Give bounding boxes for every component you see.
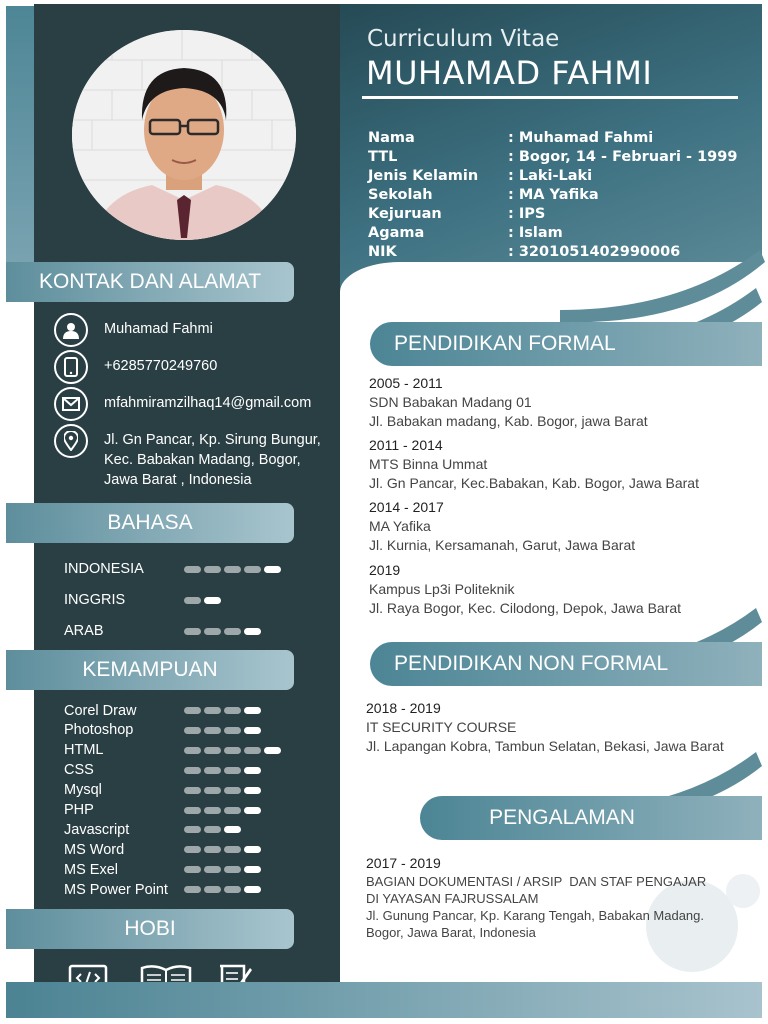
education-entry	[369, 436, 759, 493]
skill-label: MS Power Point	[64, 881, 168, 898]
info-key: NIK	[368, 244, 397, 260]
info-key: Kejuruan	[368, 206, 442, 222]
level-dot	[224, 807, 241, 814]
skill-label: HTML	[64, 742, 104, 759]
entry-years: 2017 - 2019	[366, 855, 441, 871]
level-dot	[244, 566, 261, 573]
language-level-bar	[184, 597, 221, 604]
entry-years: 2019	[369, 562, 401, 578]
entry-school: MTS Binna Ummat	[369, 456, 488, 472]
contact-text: +6285770249760	[104, 358, 218, 374]
user-icon	[54, 313, 88, 347]
skill-level-bar	[184, 707, 261, 714]
skill-label: MS Word	[64, 841, 125, 858]
skill-row	[64, 880, 304, 899]
header-divider	[362, 96, 738, 99]
level-dot	[184, 826, 201, 833]
level-dot	[244, 628, 261, 635]
skill-label: Photoshop	[64, 722, 134, 739]
level-dot	[224, 826, 241, 833]
level-dot	[224, 566, 241, 573]
skill-row	[64, 761, 304, 780]
level-dot	[184, 628, 201, 635]
skill-label: CSS	[64, 762, 94, 779]
level-dot	[184, 866, 201, 873]
contact-text: Jl. Gn Pancar, Kp. Sirung Bungur, Kec. Babakan Madang, Bogor, Jawa Barat , Indonesia	[104, 432, 321, 488]
level-dot	[244, 866, 261, 873]
info-value: : 3201051402990006	[508, 244, 681, 260]
info-key: Nama	[368, 130, 415, 146]
contact-phone	[54, 350, 344, 384]
info-key: Sekolah	[368, 187, 433, 203]
level-dot	[184, 747, 201, 754]
skill-level-bar	[184, 846, 261, 853]
skill-label: Corel Draw	[64, 702, 137, 719]
skill-level-bar	[184, 787, 261, 794]
level-dot	[204, 566, 221, 573]
skill-row	[64, 840, 304, 859]
left-accent-strip	[6, 6, 36, 296]
entry-years: 2018 - 2019	[366, 700, 441, 716]
contact-address	[54, 424, 344, 490]
info-key: TTL	[368, 149, 398, 165]
contact-heading: KONTAK DAN ALAMAT	[6, 262, 294, 302]
level-dot	[204, 767, 221, 774]
education-entry	[369, 498, 759, 555]
info-row	[368, 225, 758, 244]
level-dot	[244, 727, 261, 734]
level-dot	[204, 886, 221, 893]
entry-school: MA Yafika	[369, 518, 431, 534]
info-value: : Islam	[508, 225, 563, 241]
skill-level-bar	[184, 886, 261, 893]
personal-info	[368, 130, 758, 263]
level-dot	[204, 727, 221, 734]
info-value: : Laki-Laki	[508, 168, 593, 184]
level-dot	[184, 846, 201, 853]
skill-level-bar	[184, 747, 281, 754]
level-dot	[244, 707, 261, 714]
level-dot	[224, 747, 241, 754]
person-name: MUHAMAD FAHMI	[366, 54, 653, 92]
skill-label: Mysql	[64, 782, 102, 799]
contact-text: mfahmiramzilhaq14@gmail.com	[104, 395, 312, 411]
skill-row	[64, 820, 304, 839]
level-dot	[244, 767, 261, 774]
language-label: INGGRIS	[64, 592, 126, 608]
entry-years: 2005 - 2011	[369, 375, 443, 391]
level-dot	[184, 767, 201, 774]
skills-heading: KEMAMPUAN	[6, 650, 294, 690]
skill-row	[64, 741, 304, 760]
level-dot	[204, 787, 221, 794]
language-row	[64, 621, 304, 641]
level-dot	[224, 707, 241, 714]
skill-row	[64, 701, 304, 720]
level-dot	[224, 767, 241, 774]
nonformal-education-heading	[370, 642, 762, 686]
level-dot	[224, 886, 241, 893]
info-row	[368, 187, 758, 206]
location-pin-icon	[54, 424, 88, 458]
entry-address: Jl. Raya Bogor, Kec. Cilodong, Depok, Jawa Barat	[369, 600, 682, 616]
info-value: : Muhamad Fahmi	[508, 130, 654, 146]
entry-role: BAGIAN DOKUMENTASI / ARSIP DAN STAF PENGAJAR	[366, 874, 707, 889]
info-row	[368, 168, 758, 187]
contact-email	[54, 387, 344, 421]
level-dot	[224, 787, 241, 794]
entry-course: IT SECURITY COURSE	[366, 719, 517, 735]
hobbies-heading: HOBI	[6, 909, 294, 949]
level-dot	[264, 566, 281, 573]
info-key: Jenis Kelamin	[368, 168, 479, 184]
section-title: PENDIDIKAN FORMAL	[394, 332, 616, 355]
level-dot	[204, 747, 221, 754]
entry-address: Bogor, Jawa Barat, Indonesia	[366, 925, 536, 940]
skill-level-bar	[184, 866, 261, 873]
formal-education-heading	[370, 322, 762, 366]
level-dot	[204, 846, 221, 853]
languages-heading: BAHASA	[6, 503, 294, 543]
level-dot	[204, 866, 221, 873]
section-title: PENDIDIKAN NON FORMAL	[394, 652, 669, 675]
language-level-bar	[184, 566, 281, 573]
entry-address: Jl. Gn Pancar, Kec.Babakan, Kab. Bogor, Jawa Barat	[369, 475, 699, 491]
level-dot	[184, 707, 201, 714]
profile-photo	[72, 30, 296, 240]
level-dot	[204, 807, 221, 814]
entry-address: Jl. Babakan madang, Kab. Bogor, jawa Barat	[369, 413, 648, 429]
course-entry	[366, 699, 756, 756]
bottom-accent-bar	[6, 982, 762, 1018]
level-dot	[264, 747, 281, 754]
level-dot	[204, 826, 221, 833]
entry-school: Kampus Lp3i Politeknik	[369, 581, 515, 597]
level-dot	[184, 727, 201, 734]
language-row	[64, 559, 304, 579]
skill-row	[64, 781, 304, 800]
level-dot	[184, 566, 201, 573]
skill-row	[64, 721, 304, 740]
level-dot	[184, 787, 201, 794]
level-dot	[244, 846, 261, 853]
skill-level-bar	[184, 807, 261, 814]
entry-address: Jl. Lapangan Kobra, Tambun Selatan, Bekasi, Jawa Barat	[366, 738, 724, 754]
phone-icon	[54, 350, 88, 384]
entry-address: Jl. Gunung Pancar, Kp. Karang Tengah, Babakan Madang.	[366, 908, 704, 923]
entry-role: DI YAYASAN FAJRUSSALAM	[366, 891, 539, 906]
experience-heading	[420, 796, 762, 840]
level-dot	[184, 807, 201, 814]
entry-years: 2011 - 2014	[369, 437, 443, 453]
skill-label: MS Exel	[64, 861, 118, 878]
experience-entry	[366, 854, 766, 941]
skill-label: Javascript	[64, 821, 130, 838]
info-row	[368, 149, 758, 168]
level-dot	[204, 628, 221, 635]
entry-school: SDN Babakan Madang 01	[369, 394, 532, 410]
level-dot	[204, 597, 221, 604]
skill-level-bar	[184, 767, 261, 774]
language-row	[64, 590, 304, 610]
entry-years: 2014 - 2017	[369, 499, 444, 515]
education-entry	[369, 374, 759, 431]
language-level-bar	[184, 628, 261, 635]
level-dot	[224, 628, 241, 635]
level-dot	[244, 747, 261, 754]
level-dot	[204, 707, 221, 714]
section-title: PENGALAMAN	[489, 806, 635, 829]
info-row	[368, 130, 758, 149]
info-key: Agama	[368, 225, 425, 241]
document-subtitle: Curriculum Vitae	[367, 26, 560, 52]
language-label: INDONESIA	[64, 561, 144, 577]
level-dot	[224, 866, 241, 873]
language-label: ARAB	[64, 623, 104, 639]
level-dot	[184, 597, 201, 604]
info-row	[368, 206, 758, 225]
entry-address: Jl. Kurnia, Kersamanah, Garut, Jawa Barat	[369, 537, 636, 553]
info-value: : Bogor, 14 - Februari - 1999	[508, 149, 738, 165]
skill-level-bar	[184, 727, 261, 734]
skill-level-bar	[184, 826, 241, 833]
info-value: : MA Yafika	[508, 187, 599, 203]
skill-row	[64, 860, 304, 879]
level-dot	[224, 727, 241, 734]
mail-icon	[54, 387, 88, 421]
skill-row	[64, 801, 304, 820]
level-dot	[224, 846, 241, 853]
skill-label: PHP	[64, 802, 94, 818]
contact-name	[54, 313, 344, 347]
info-row	[368, 244, 758, 263]
info-value: : IPS	[508, 206, 546, 222]
level-dot	[244, 807, 261, 814]
contact-text: Muhamad Fahmi	[104, 321, 213, 337]
level-dot	[184, 886, 201, 893]
level-dot	[244, 787, 261, 794]
level-dot	[244, 886, 261, 893]
